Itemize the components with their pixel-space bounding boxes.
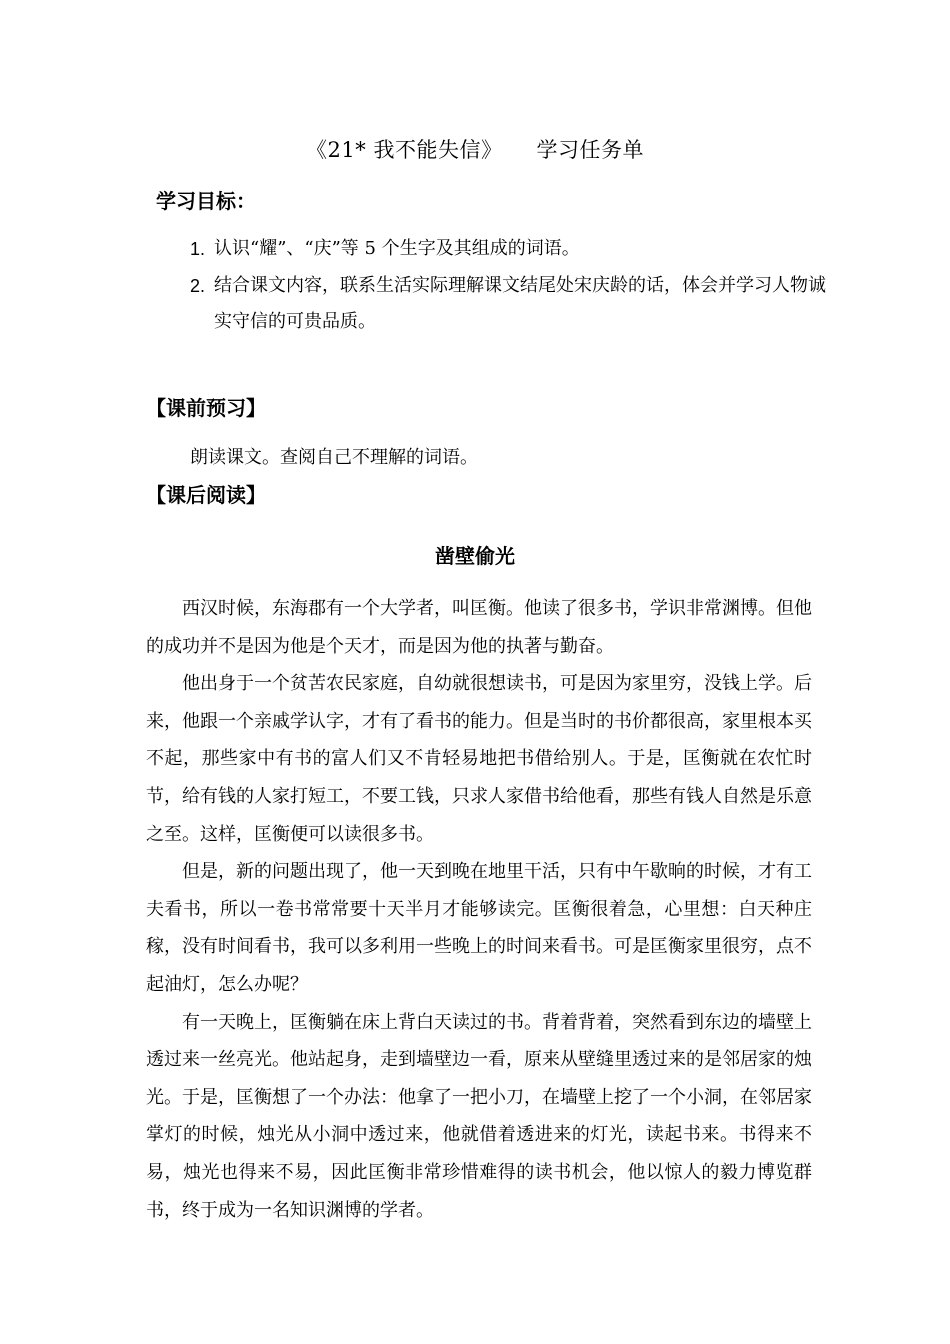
preview-text: 朗读课文。查阅自己不理解的词语。 <box>190 447 478 468</box>
story-paragraph: 但是，新的问题出现了，他一天到晚在地里干活，只有中午歇晌的时候，才有工夫看书，所以一卷书常常要十天半月才能够读完。匡衡很着急，心里想：白天种庄稼，没有时间看书，我可以多利用一些晚上的时间来看书。可是匡衡家里很穷，点不起油灯，怎么办呢？ <box>146 861 812 995</box>
goal-number: 2. <box>190 276 206 296</box>
goal-number: 1. <box>190 239 206 259</box>
goal-item-1 <box>190 231 830 267</box>
story-paragraph: 他出身于一个贫苦农民家庭，自幼就很想读书，可是因为家里穷，没钱上学。后来，他跟一个亲戚学认字，才有了看书的能力。但是当时的书价都很高，家里根本买不起，那些家中有书的富人们又不肯轻易地把书借给别人。于是，匡衡就在农忙时节，给有钱的人家打短工，不要工钱，只求人家借书给他看，那些有钱人自然是乐意之至。这样，匡衡便可以读很多书。 <box>146 673 812 845</box>
goal-item-2 <box>190 268 830 340</box>
document-title-type: 学习任务单 <box>536 138 644 162</box>
preview-heading: 【课前预习】 <box>146 396 266 420</box>
goal-text: 认识“耀”、“庆”等 5 个生字及其组成的词语。 <box>214 238 580 259</box>
goal-text: 结合课文内容，联系生活实际理解课文结尾处宋庆龄的话，体会并学习人物诚实守信的可贵品质。 <box>214 275 826 332</box>
document-title-lesson: 《21* 我不能失信》 <box>306 138 503 162</box>
reading-heading: 【课后阅读】 <box>146 483 266 507</box>
story-body <box>146 590 812 1229</box>
document-title <box>0 133 950 167</box>
story-paragraph: 有一天晚上，匡衡躺在床上背白天读过的书。背着背着，突然看到东边的墙壁上透过来一丝亮光。他站起身，走到墙壁边一看，原来从壁缝里透过来的是邻居家的烛光。于是，匡衡想了一个办法：他拿了一把小刀，在墙壁上挖了一个小洞，在邻居家掌灯的时候，烛光从小洞中透过来，他就借着透进来的灯光，读起书来。书得来不易，烛光也得来不易，因此匡衡非常珍惜难得的读书机会，他以惊人的毅力博览群书，终于成为一名知识渊博的学者。 <box>146 1011 812 1221</box>
story-paragraph: 西汉时候，东海郡有一个大学者，叫匡衡。他读了很多书，学识非常渊博。但他的成功并不是因为他是个天才，而是因为他的执著与勤奋。 <box>146 598 812 657</box>
story-title: 凿壁偷光 <box>435 544 515 568</box>
goals-heading: 学习目标： <box>156 189 256 213</box>
